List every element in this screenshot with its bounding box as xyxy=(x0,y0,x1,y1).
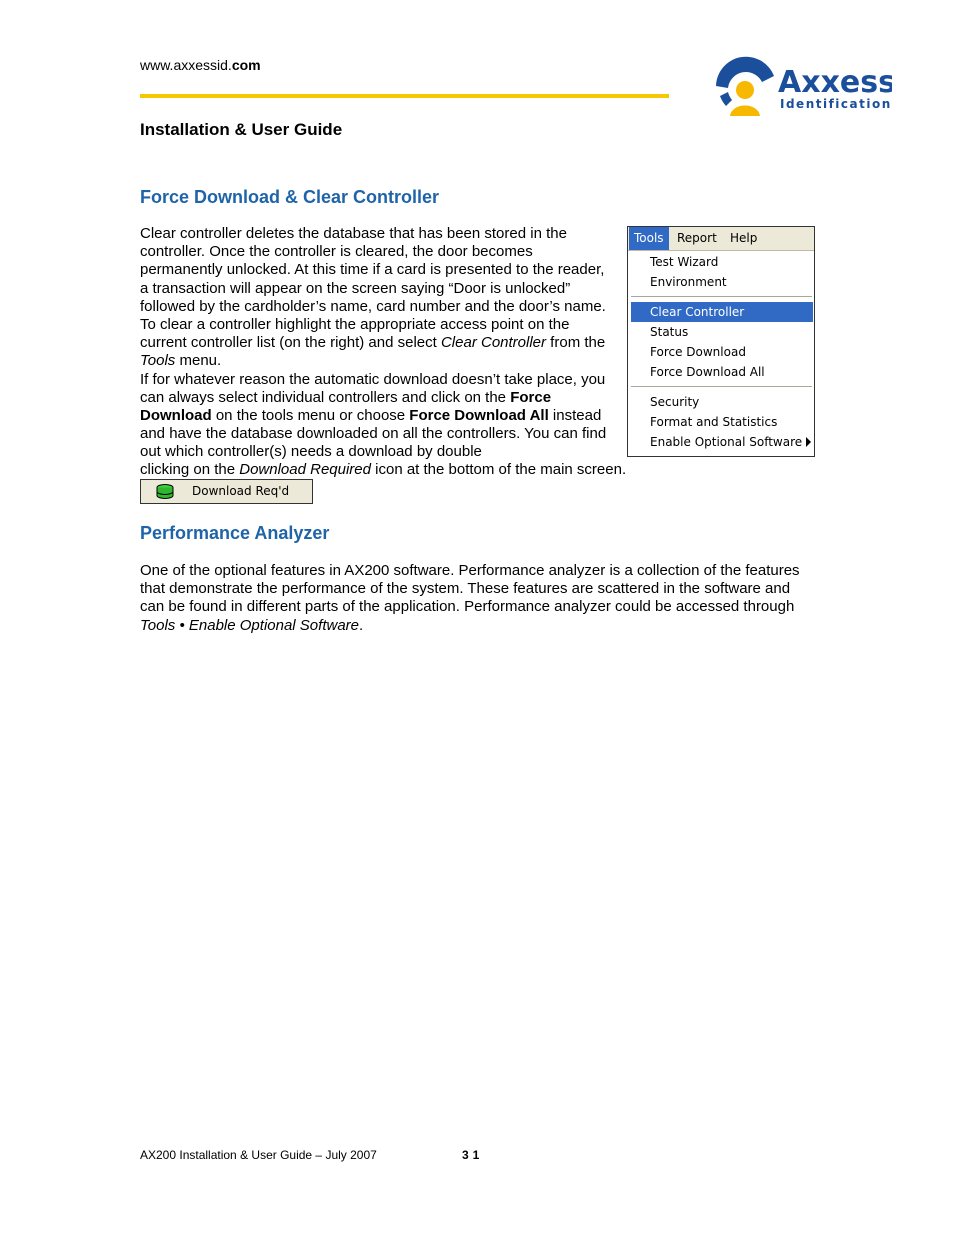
tools-menu-screenshot xyxy=(627,226,815,457)
performance-analyzer-paragraph: One of the optional features in AX200 software. Performance analyzer is a collection of the features that demonstrate the performance of the system. These features are scattered in the software and can be found in different parts of the application. Performance analyzer could be accessed through Tools • Enable Optional Software. xyxy=(140,562,800,634)
menu-item-format-statistics[interactable]: Format and Statistics xyxy=(650,415,778,429)
database-icon xyxy=(155,484,175,499)
download-required-label: Download Req'd xyxy=(192,484,290,498)
url-prefix: www.axxessid. xyxy=(140,57,232,73)
menu-bar xyxy=(628,227,814,251)
url-suffix: com xyxy=(231,57,261,73)
download-required-line: clicking on the Download Required icon at the bottom of the main screen. xyxy=(140,461,627,478)
logo-word: Axxess xyxy=(778,65,892,100)
menu-help[interactable]: Help xyxy=(730,231,758,245)
menu-item-clear-controller[interactable]: Clear Controller xyxy=(631,302,813,322)
menu-separator xyxy=(631,296,812,298)
menu-item-status[interactable]: Status xyxy=(650,325,689,339)
header-rule xyxy=(140,94,669,98)
site-url xyxy=(140,57,261,73)
axxess-logo xyxy=(712,54,892,120)
menu-item-enable-optional-software[interactable]: Enable Optional Software xyxy=(631,432,813,452)
menu-item-test-wizard[interactable]: Test Wizard xyxy=(650,255,719,269)
section-heading-force-download: Force Download & Clear Controller xyxy=(140,187,440,207)
page-number: 31 xyxy=(462,1148,484,1162)
menu-item-force-download[interactable]: Force Download xyxy=(650,345,746,359)
download-required-button[interactable] xyxy=(140,479,313,504)
section-heading-performance-analyzer: Performance Analyzer xyxy=(140,523,330,543)
logo-sub: Identification xyxy=(780,97,892,111)
menu-separator xyxy=(631,386,812,388)
clear-controller-paragraph: Clear controller deletes the database that has been stored in the controller. Once the controller is cleared, the door becomes permanently unlocked. At this time if a card is presented to the reader, a transaction will appear on the screen saying “Door is unlocked” followed by the cardholder’s name, card number and the door’s name. To clear a controller highlight the appropriate access point on the current controller list (on the right) and select Clear Controller from the Tools menu. If for whatever reason the automatic download doesn’t take place, you can always select individual controllers and click on the Force Download on the tools menu or choose Force Download All instead and have the database downloaded on all the controllers. You can find out which controller(s) needs a download by double xyxy=(140,225,607,461)
menu-tools[interactable]: Tools xyxy=(629,227,669,250)
menu-item-force-download-all[interactable]: Force Download All xyxy=(650,365,765,379)
menu-item-security[interactable]: Security xyxy=(650,395,700,409)
menu-report[interactable]: Report xyxy=(677,231,717,245)
footer-text: AX200 Installation & User Guide – July 2007 xyxy=(140,1148,377,1162)
menu-item-environment[interactable]: Environment xyxy=(650,275,727,289)
submenu-arrow-icon xyxy=(806,437,811,447)
guide-title: Installation & User Guide xyxy=(140,120,343,139)
